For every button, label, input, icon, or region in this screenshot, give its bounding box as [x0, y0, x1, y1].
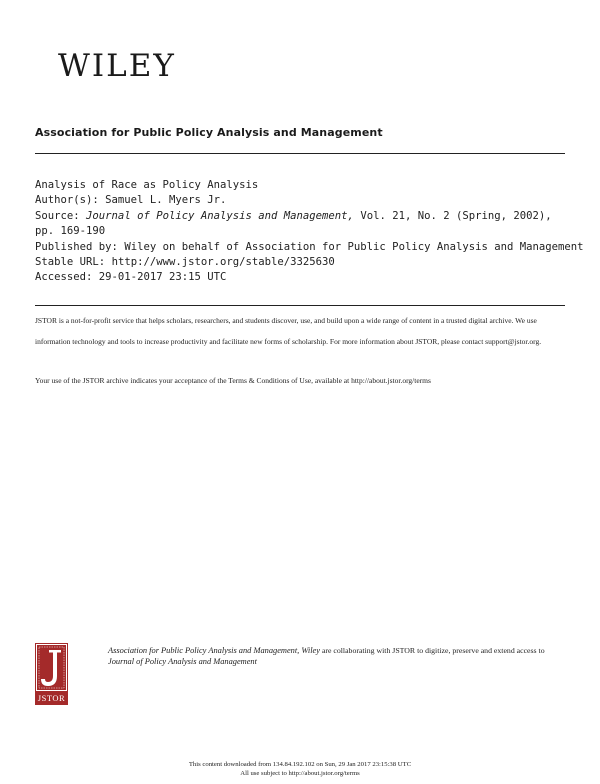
accessed-label: Accessed: [35, 271, 93, 284]
top-divider [35, 153, 565, 154]
source-details: Vol. 21, No. 2 (Spring, 2002), pp. 169-190 [35, 209, 552, 238]
jstor-logo-icon [35, 643, 68, 705]
source-label: Source: [35, 209, 80, 222]
jstor-logo [35, 643, 68, 705]
article-metadata [35, 178, 584, 286]
published-by-value: Wiley on behalf of Association for Public Policy Analysis and Management [124, 240, 584, 253]
collaboration-journal: Journal of Policy Analysis and Management [108, 657, 257, 666]
stable-url-label: Stable URL: [35, 256, 106, 269]
stable-url-line [35, 255, 570, 270]
source-journal: Journal of Policy Analysis and Management, [86, 209, 354, 222]
organization-heading: Association for Public Policy Analysis and Management [35, 126, 383, 139]
accessed-value: 29-01-2017 23:15 UTC [98, 271, 227, 284]
author-name: Samuel L. Myers Jr. [105, 194, 227, 207]
download-footer [0, 761, 600, 778]
collaboration-middle: are collaborating with JSTOR to digitize, preserve and extend access to [321, 646, 545, 655]
collaboration-parties: Association for Public Policy Analysis and Management, Wiley [108, 646, 320, 655]
footer-download-line: This content downloaded from 134.84.192.102 on Sun, 29 Jan 2017 23:15:38 UTC [188, 761, 412, 768]
stable-url-link[interactable]: http://www.jstor.org/stable/3325630 [111, 256, 335, 269]
published-by-line [35, 240, 584, 255]
footer-terms-line[interactable]: All use subject to http://about.jstor.org/terms [240, 769, 360, 777]
terms-notice: Your use of the JSTOR archive indicates your acceptance of the Terms & Conditions of Use, available at http://about.jstor.org/terms [35, 376, 431, 385]
collaboration-statement [108, 645, 548, 667]
article-title: Analysis of Race as Policy Analysis [35, 179, 259, 191]
author-label: Author(s): [35, 194, 99, 207]
jstor-logo-text: JSTOR [37, 693, 66, 703]
source-line [35, 209, 570, 240]
author-line [35, 193, 570, 208]
published-by-label: Published by: [35, 240, 118, 253]
jstor-notice: JSTOR is a not-for-profit service that helps scholars, researchers, and students discover, use, and build upon a wide range of content in a trusted digital archive. We use information technology and tools to increase productivity and facilitate new forms of scholarship. For more information about JSTOR, please contact support@jstor.org. [35, 316, 542, 346]
middle-divider [35, 305, 565, 306]
wiley-logo: WILEY [58, 48, 176, 84]
accessed-line [35, 270, 570, 285]
